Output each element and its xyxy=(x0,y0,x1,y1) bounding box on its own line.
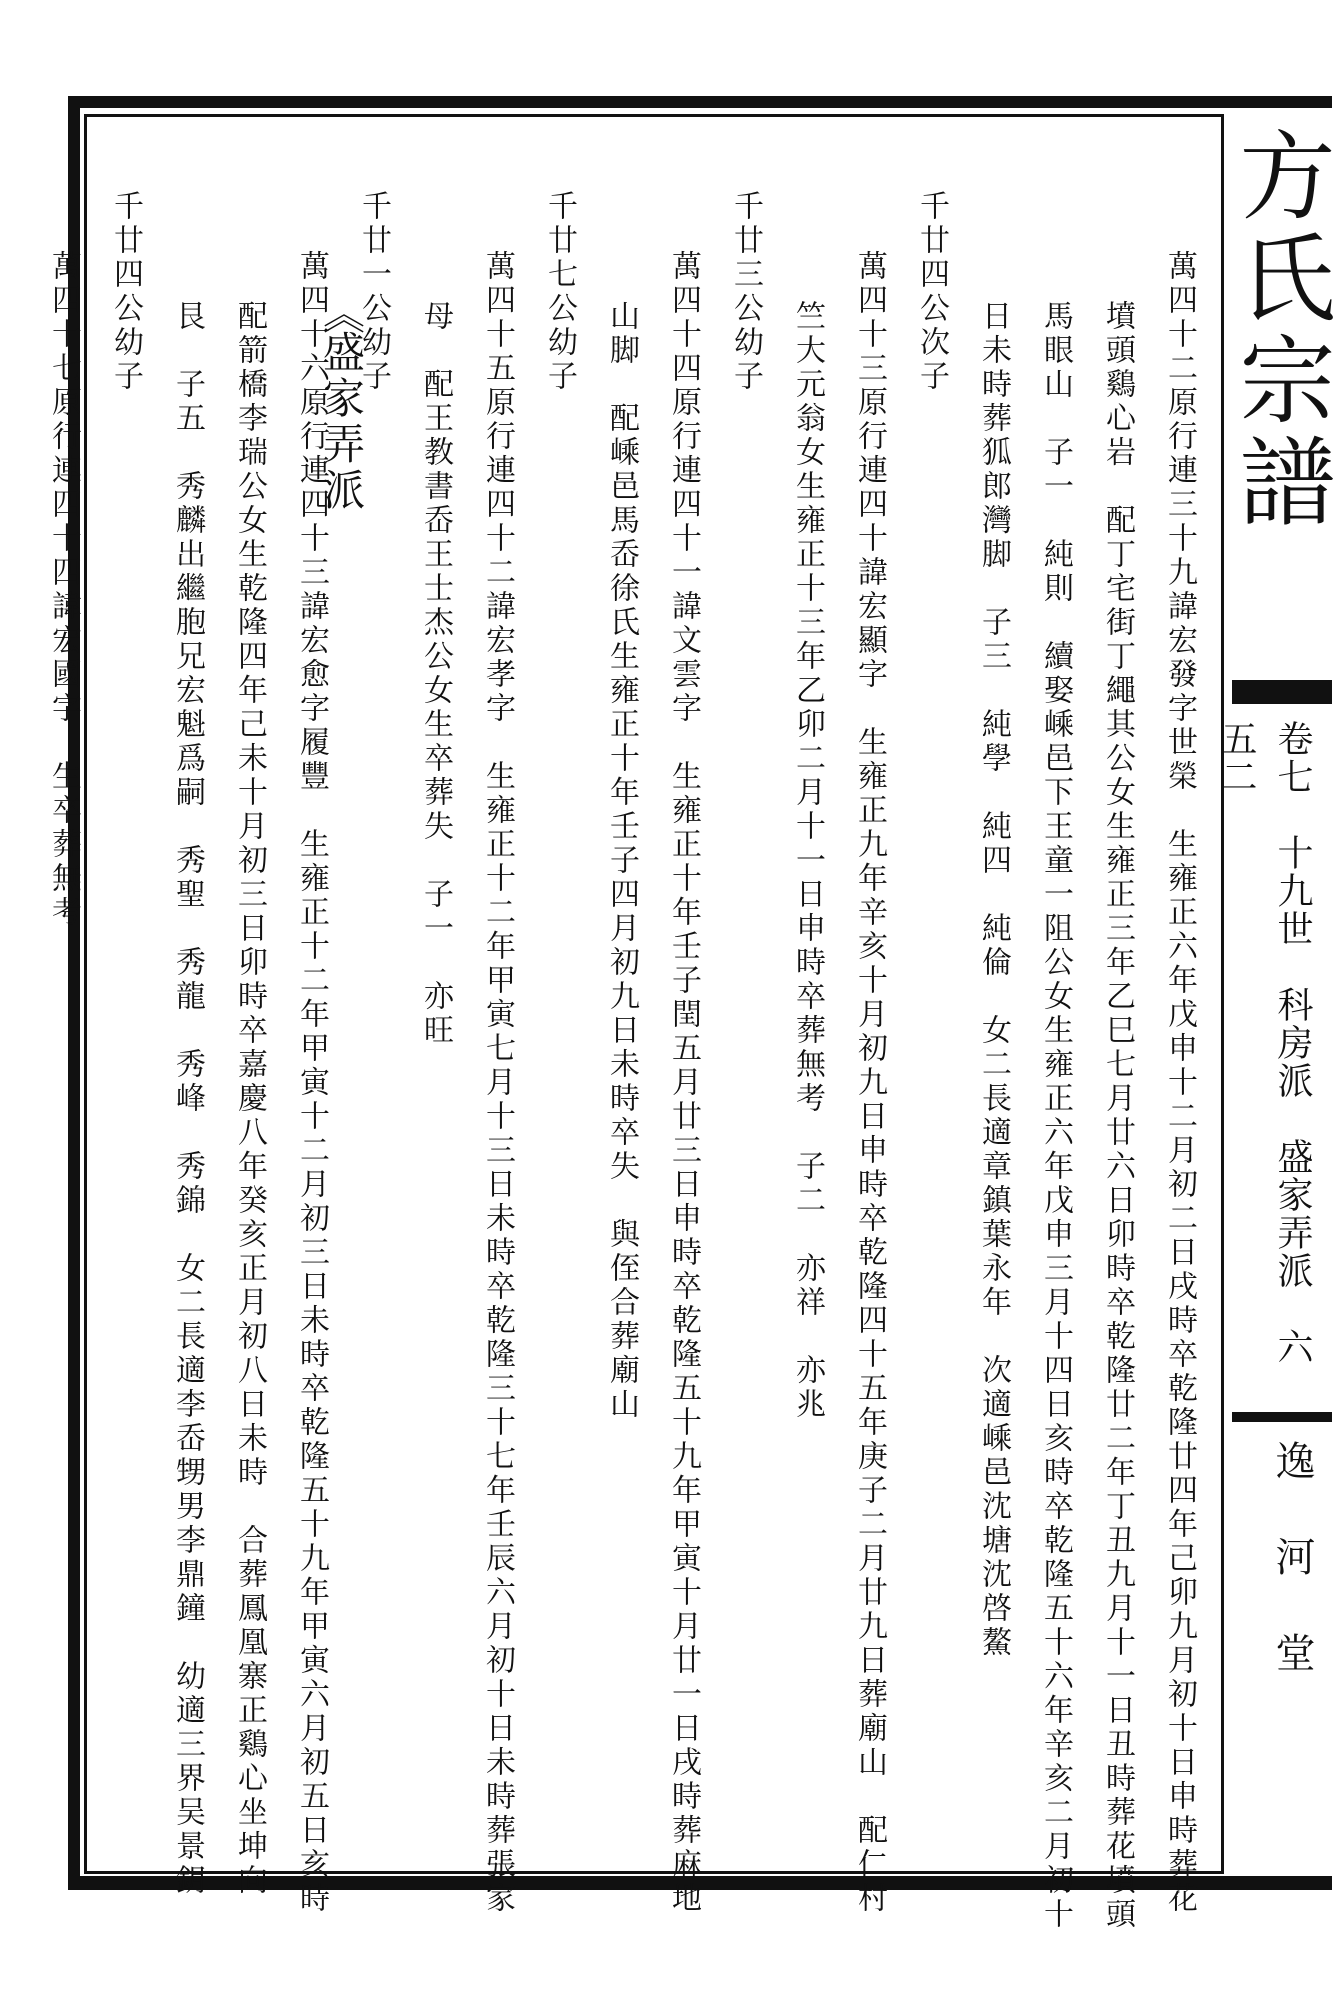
page-number: 六五二 xyxy=(1216,720,1313,1366)
genealogy-text xyxy=(46,190,1210,1932)
text-column xyxy=(0,190,32,1830)
lineage-heading: 千廿七公幼子 xyxy=(542,190,577,394)
text-column: 萬四十二原行連三十九諱宏發字世榮 生雍正六年戊申十二月初二日戌時卒乾隆廿四年己卯九月初十日申時葬花 xyxy=(1162,250,1197,1916)
heading-text: 盛家弄派 xyxy=(317,330,366,514)
title-divider xyxy=(1232,680,1332,704)
text-column: 萬四十四原行連四十一諱文雲字 生雍正十年壬子閏五月廿三日申時卒乾隆五十九年甲寅十月廿一日戌時葬麻地 xyxy=(666,250,701,1916)
hall-name: 逸河堂 xyxy=(1269,1440,1315,1728)
text-column: 萬四十三原行連四十諱宏顯字 生雍正九年辛亥十月初九日申時卒乾隆四十五年庚子二月廿九日葬廟山 配仁村 xyxy=(852,250,887,1916)
text-column: 母 配王教書岙王士杰公女生卒葬失 子一 亦旺 xyxy=(418,300,453,1048)
text-column: 艮 子五 秀麟出繼胞兄宏魁爲嗣 秀聖 秀龍 秀峰 秀錦 女二長適李岙甥男李鼎鐘 幼適三界吴景鈅 xyxy=(170,300,205,1898)
volume-label: 卷七 xyxy=(1272,720,1313,796)
text-column: 墳頭鷄心岩 配丁宅街丁繩其公女生雍正三年乙巳七月廿六日卯時卒乾隆廿二年丁丑九月十一日丑時葬花墳頭 xyxy=(1100,300,1135,1932)
section-heading xyxy=(316,292,366,514)
text-column: 竺大元翁女生雍正十三年乙卯二月十一日申時卒葬無考 子二 亦祥 亦兆 xyxy=(790,300,825,1422)
text-column: 日未時葬狐郎灣脚 子三 純學 純四 純倫 女二長適章鎮葉永年 次適嵊邑沈塘沈啓鰲 xyxy=(976,300,1011,1660)
text-column: 萬四十五原行連四十二諱宏孝字 生雍正十二年甲寅七月十三日未時卒乾隆三十七年壬辰六月初十日未時葬張家 xyxy=(480,250,515,1916)
page-title: 方氏宗譜 xyxy=(1224,126,1336,534)
volume-section-label xyxy=(1216,720,1320,1380)
hall-divider xyxy=(1232,1412,1332,1422)
lineage-heading: 千廿四公幼子 xyxy=(108,190,143,394)
text-column: 配箭橋李瑞公女生乾隆四年己未十月初三日卯時卒嘉慶八年癸亥正月初八日未時 合葬鳳凰寨正鷄心坐坤向 xyxy=(232,300,267,1898)
section-label: 十九世 科房派 盛家弄派 xyxy=(1272,834,1313,1290)
lineage-heading: 千廿一公幼子 xyxy=(356,190,391,394)
lineage-heading: 千廿四公次子 xyxy=(914,190,949,394)
text-column: 萬四十七原行連四十四諱宏國字 生卒葬無考 xyxy=(46,250,81,930)
text-column: 山脚 配嵊邑馬岙徐氏生雍正十年壬子四月初九日未時卒失 與侄合葬廟山 xyxy=(604,300,639,1422)
text-column: 萬四十六原行連四十三諱宏愈字履豐 生雍正十二年甲寅十二月初三日未時卒乾隆五十九年甲寅六月初五日亥時 xyxy=(294,250,329,1916)
lineage-heading: 千廿三公幼子 xyxy=(728,190,763,394)
text-column: 馬眼山 子一 純則 續娶嵊邑下王童一阻公女生雍正六年戊申三月十四日亥時卒乾隆五十六年辛亥二月初十 xyxy=(1038,300,1073,1932)
heading-mark: 《 xyxy=(317,292,366,330)
